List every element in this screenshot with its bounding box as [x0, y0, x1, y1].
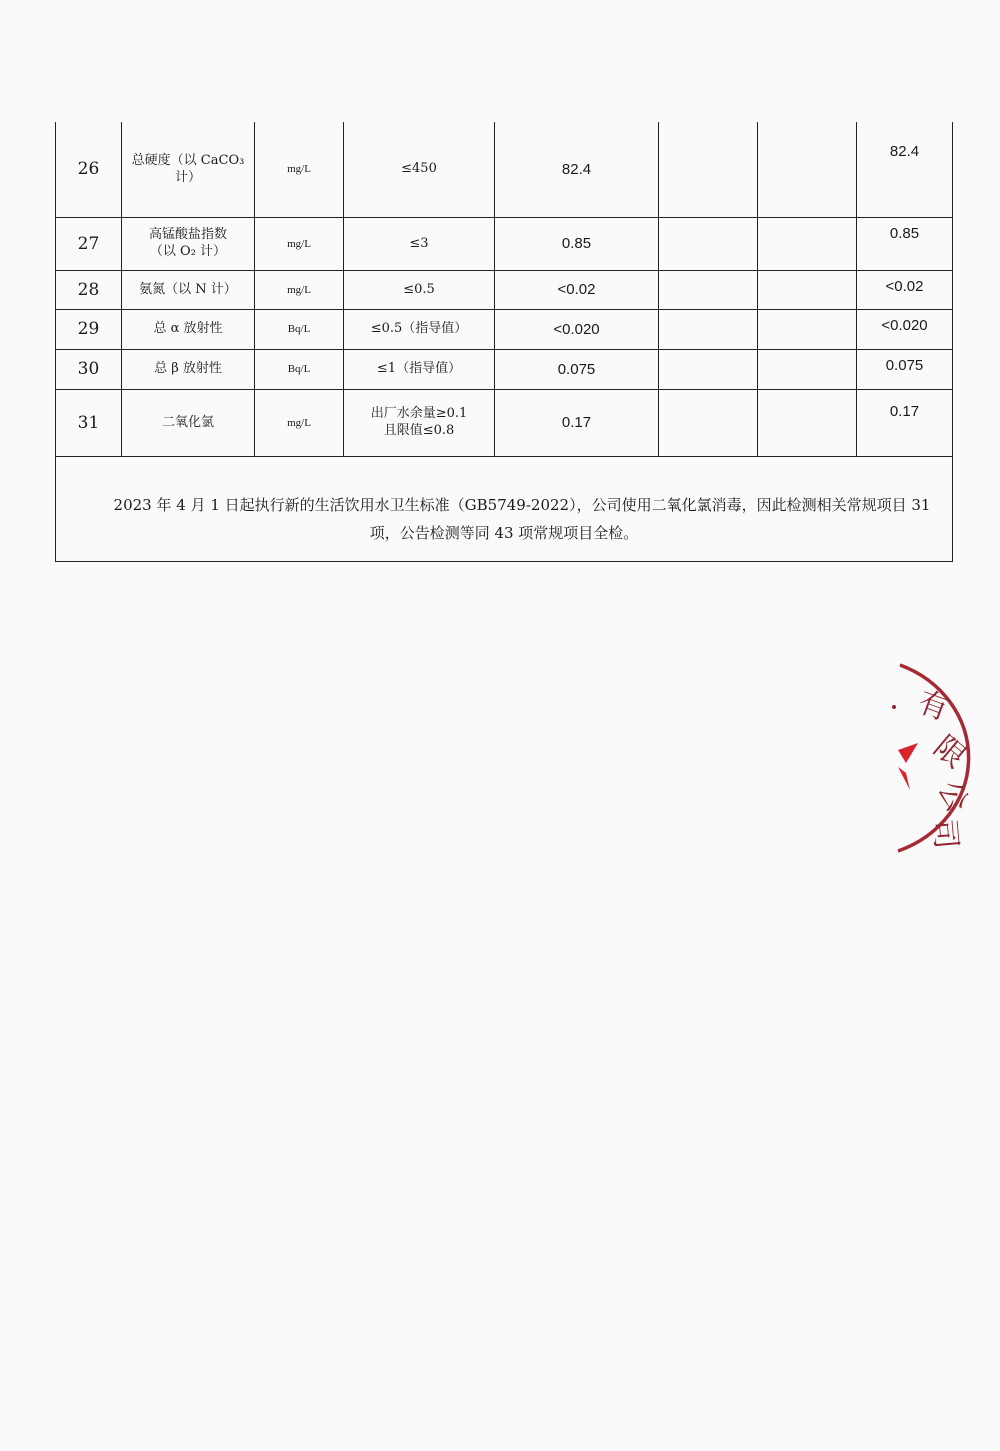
result-value: 0.85 — [495, 218, 659, 271]
unit: mg/L — [255, 122, 344, 218]
svg-text:限: 限 — [926, 729, 973, 776]
empty-cell — [659, 271, 758, 310]
unit: mg/L — [255, 271, 344, 310]
note-cell — [56, 457, 953, 562]
final-value: 0.17 — [857, 390, 953, 457]
item-line: 计） — [174, 169, 201, 185]
final-value: 0.075 — [857, 350, 953, 390]
table-row — [56, 218, 953, 271]
result-value: 0.075 — [495, 350, 659, 390]
table-row — [56, 310, 953, 350]
limit: ≤1（指导值） — [344, 350, 495, 390]
limit: ≤0.5 — [344, 271, 495, 310]
limit — [344, 390, 495, 457]
unit: mg/L — [255, 390, 344, 457]
note-row — [56, 457, 953, 562]
empty-cell — [659, 122, 758, 218]
item-line: 高锰酸盐指数 — [148, 227, 227, 243]
item-line: 总硬度（以 CaCO₃ — [131, 152, 245, 168]
svg-text:司: 司 — [926, 817, 964, 851]
empty-cell — [659, 390, 758, 457]
test-item — [122, 122, 255, 218]
empty-cell — [758, 310, 857, 350]
unit: Bq/L — [255, 350, 344, 390]
limit: ≤0.5（指导值） — [344, 310, 495, 350]
item-line: （以 O₂ 计） — [149, 244, 227, 259]
unit: Bq/L — [255, 310, 344, 350]
test-item: 氨氮（以 N 计） — [122, 271, 255, 310]
limit-line: 出厂水余量≥0.1 — [370, 406, 468, 422]
unit: mg/L — [255, 218, 344, 271]
svg-text:有: 有 — [913, 684, 954, 728]
final-value: 0.85 — [857, 218, 953, 271]
result-value: <0.020 — [495, 310, 659, 350]
table-row — [56, 271, 953, 310]
row-number: 29 — [56, 310, 122, 350]
row-number: 26 — [56, 122, 122, 218]
result-value: 0.17 — [495, 390, 659, 457]
empty-cell — [758, 122, 857, 218]
final-value: 82.4 — [857, 122, 953, 218]
final-value: <0.02 — [857, 271, 953, 310]
test-item: 总 β 放射性 — [122, 350, 255, 390]
test-item — [122, 218, 255, 271]
empty-cell — [659, 218, 758, 271]
test-item: 总 α 放射性 — [122, 310, 255, 350]
company-seal-icon — [862, 655, 1000, 860]
empty-cell — [659, 310, 758, 350]
limit-line: 且限值≤0.8 — [383, 423, 455, 438]
limit: ≤3 — [344, 218, 495, 271]
test-item: 二氧化氯 — [122, 390, 255, 457]
empty-cell — [659, 350, 758, 390]
table-row — [56, 350, 953, 390]
table-row — [56, 122, 953, 218]
empty-cell — [758, 271, 857, 310]
svg-text:公: 公 — [930, 775, 976, 818]
row-number: 31 — [56, 390, 122, 457]
empty-cell — [758, 218, 857, 271]
result-value: <0.02 — [495, 271, 659, 310]
empty-cell — [758, 390, 857, 457]
row-number: 30 — [56, 350, 122, 390]
final-value: <0.020 — [857, 310, 953, 350]
note-text: 2023 年 4 月 1 日起执行新的生活饮用水卫生标准（GB5749-2022），公司使用二氧化氯消毒，因此检测相关常规项目 31 项，公告检测等同 43 项常规项目全检。 — [113, 496, 931, 542]
result-value: 82.4 — [495, 122, 659, 218]
row-number: 27 — [56, 218, 122, 271]
limit: ≤450 — [344, 122, 495, 218]
row-number: 28 — [56, 271, 122, 310]
table-row — [56, 390, 953, 457]
empty-cell — [758, 350, 857, 390]
water-quality-table — [55, 122, 953, 562]
